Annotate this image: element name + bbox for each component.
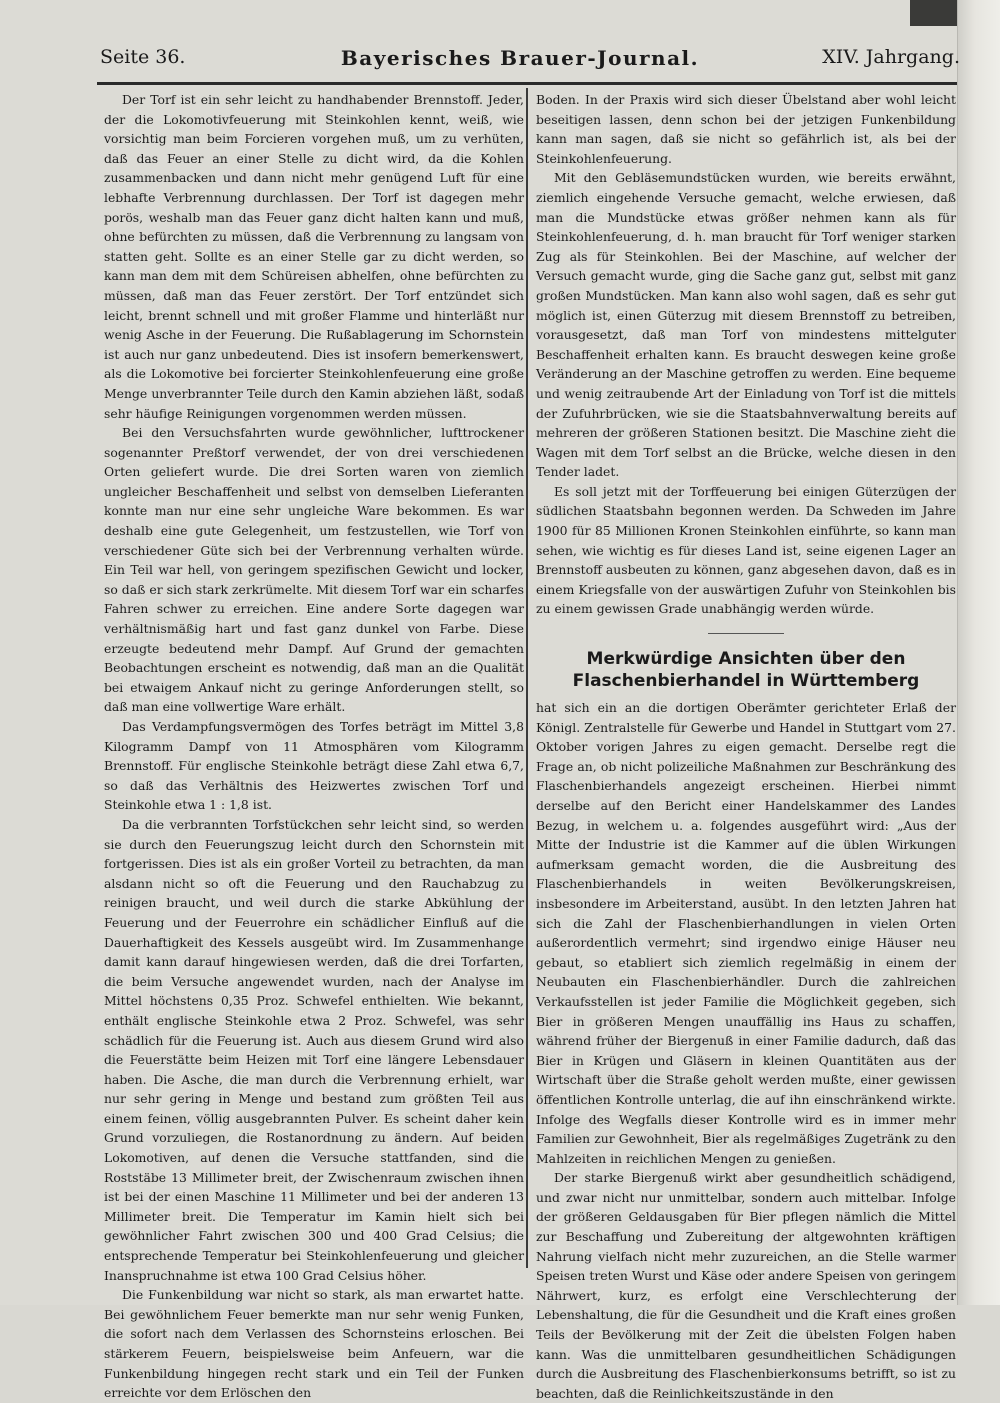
paragraph: Da die verbrannten Torfstückchen sehr leicht sind, so werden sie durch den Feuerungszug leicht durch den Schornstein mit fortgerissen. Dies ist als ein großer Vorteil zu betrachten, da man alsdann nicht so oft die Feuerung und den Rauchabzug zu reinigen braucht, und weil durch die starke Abkühlung der Feuerung und der Feuerrohre ein schädlicher Einfluß auf die Dauerhaftigkeit des Kessels ausgeübt wird. Im Zusammenhange damit kann darauf hingewiesen werden, daß die drei Torfarten, die beim Versuche angewendet wurden, nach der Analyse im Mittel höchstens 0,35 Proz. Schwefel enthielten. Wie bekannt, enthält englische Steinkohle etwa 2 Proz. Schwefel, was sehr schädlich für die Feuerung ist. Auch aus diesem Grund wird also die Feuerstätte beim Heizen mit Torf eine längere Lebensdauer haben. Die Asche, die man durch die Verbrennung erhielt, war nur sehr gering in Menge und bestand zum größten Teil aus einem feinen, völlig ausgebrannten Pulver. Es scheint daher kein Grund vorzuliegen, die Rostanordnung zu ändern. Auf beiden Lokomotiven, auf denen die Versuche stattfanden, sind die Roststäbe 13 Millimeter breit, der Zwischenraum zwischen ihnen ist bei der einen Maschine 11 Millimeter und bei der anderen 13 Millimeter breit. Die Temperatur im Kamin hielt sich bei gewöhnlicher Fahrt zwischen 300 und 400 Grad Celsius; die entsprechende Temperatur bei Steinkohlenfeuerung und gleicher Inanspruchnahme ist etwa 100 Grad Celsius höher. [104,816,524,1283]
paragraph: Es soll jetzt mit der Torffeuerung bei einigen Güterzügen der südlichen Staatsbahn begonnen werden. Da Schweden im Jahre 1900 für 85 Millionen Kronen Steinkohlen einführte, so kann man sehen, wie wichtig es für dieses Land ist, seine eigenen Lager an Brennstoff ausbeuten zu können, ganz abgesehen davon, daß es in einem Kriegsfalle von der auswärtigen Zufuhr von Steinkohlen bis zu einem gewissen Grade unabhängig werden würde. [536,483,956,617]
volume-label: XIV. Jahrgang. [822,46,960,68]
page-header [100,46,960,82]
right-column [536,90,956,1403]
page-number: Seite 36. [100,46,186,68]
journal-title: Bayerisches Brauer-Journal. [340,46,700,70]
column-divider [526,88,528,1268]
paragraph: Die Funkenbildung war nicht so stark, als man erwartet hatte. Bei gewöhnlichem Feuer bemerkte man nur sehr wenig Funken, die sofort nach dem Verlassen des Schornsteins erloschen. Bei stärkerem Feuern, beispielsweise beim Anfeuern, war die Funkenbildung hingegen recht stark und ein Teil der Funken erreichte vor dem Erlöschen den [104,1287,524,1401]
paragraph: Bei den Versuchsfahrten wurde gewöhnlicher, lufttrockener sogenannter Preßtorf verwendet, der von drei verschiedenen Orten geliefert wurde. Die drei Sorten waren von ziemlich ungleicher Beschaffenheit und selbst von demselben Lieferanten konnte man nur eine sehr ungleiche Ware bekommen. Es war deshalb eine gute Gelegenheit, um festzustellen, wie Torf von verschiedener Güte sich bei der Verbrennung verhalten würde. Ein Teil war hell, von geringem spezifischen Gewicht und locker, so daß er sich stark zerkrümelte. Mit diesem Torf war ein scharfes Fahren schwer zu erreichen. Eine andere Sorte dagegen war verhältnismäßig hart und fast ganz dunkel von Farbe. Diese erzeugte bedeutend mehr Dampf. Auf Grund der gemachten Beobachtungen erscheint es notwendig, daß man an die Qualität bei etwaigem Ankauf nicht zu geringe Anforderungen stellt, so daß man eine vollwertige Ware erhält. [104,425,524,715]
paragraph: Der starke Biergenuß wirkt aber gesundheitlich schädigend, und zwar nicht nur unmittelbar, sondern auch mittelbar. Infolge der größeren Geldausgaben für Bier pflegen nämlich die Mittel zur Beschaffung und Zubereitung der altgewohnten kräftigen Nahrung vielfach nicht mehr zuzureichen, an die Stelle warmer Speisen treten Wurst und Käse oder andere Speisen von geringem Nährwert, kurz, es erfolgt eine Verschlechterung der Lebenshaltung, die für die Gesundheit und die Kraft eines großen Teils der Bevölkerung mit der Zeit die übelsten Folgen haben kann. Was die unmittelbaren gesundheitlichen Schädigungen durch die Ausbreitung des Flaschenbierkonsums betrifft, so ist zu beachten, daß die Reinlichkeitszustände in den [536,1170,956,1401]
paragraph: Der Torf ist ein sehr leicht zu handhabender Brennstoff. Jeder, der die Lokomotivfeuerung mit Steinkohlen kennt, weiß, wie vorsichtig man beim Forcieren vorgehen muß, um zu verhüten, daß das Feuer an einer Stelle zu dicht wird, da die Kohlen zusammenbacken und dann nicht mehr genügend Luft für eine lebhafte Verbrennung durchlassen. Der Torf ist dagegen mehr porös, weshalb man das Feuer ganz dicht halten kann und muß, ohne befürchten zu müssen, daß die Verbrennung zu langsam von statten geht. Sollte es an einer Stelle gar zu dicht werden, so kann man dem mit dem Schüreisen abhelfen, ohne befürchten zu müssen, daß man das Feuer zerstört. Der Torf entzündet sich leicht, brennt schnell und mit großer Flamme und hinterläßt nur wenig Asche in der Feuerung. Die Rußablagerung im Schornstein ist auch nur ganz unbedeutend. Dies ist insofern bemerkenswert, als die Lokomotive bei forcierter Steinkohlenfeuerung eine große Menge unverbrannter Teile durch den Kamin abziehen läßt, sodaß sehr häufige Reinigungen vorgenommen werden müssen. [104,92,524,421]
paragraph: hat sich ein an die dortigen Oberämter gerichteter Erlaß der Königl. Zentralstelle für Gewerbe und Handel in Stuttgart vom 27. Oktober vorigen Jahres zu eigen gemacht. Derselbe regt die Frage an, ob nicht polizeiliche Maßnahmen zur Beschränkung des Flaschenbierhandels angezeigt erscheinen. Hierbei nimmt derselbe auf den Bericht einer Handelskammer des Landes Bezug, in welchem u. a. folgendes ausgeführt wird: „Aus der Mitte der Industrie ist die Kammer auf die üblen Wirkungen aufmerksam gemacht worden, die die Ausbreitung des Flaschenbierhandels in weiten Bevölkerungskreisen, insbesondere im Arbeiterstand, ausübt. In den letzten Jahren hat sich die Zahl der Flaschenbierhandlungen in vielen Orten außerordentlich vermehrt; sind irgendwo einige Häuser neu gebaut, so etabliert sich ziemlich regelmäßig in einem der Neubauten ein Flaschenbierhändler. Durch die zahlreichen Verkaufsstellen ist jeder Familie die Möglichkeit gegeben, sich Bier in größeren Mengen unauffällig ins Haus zu schaffen, während früher der Biergenuß in einer Familie dadurch, daß das Bier in Krügen und Gläsern in kleinen Quantitäten aus der Wirtschaft über die Straße geholt werden mußte, einer gewissen öffentlichen Kontrolle unterlag, die auf ihn einschränkend wirkte. Infolge des Wegfalls dieser Kontrolle wird es in immer mehr Familien zur Gewohnheit, Bier als regelmäßiges Zugetränk zu den Mahlzeiten in reichlichen Mengen zu genießen. [536,700,956,1166]
paragraph: Mit den Gebläsemundstücken wurden, wie bereits erwähnt, ziemlich eingehende Versuche gemacht, welche erwiesen, daß man die Mundstücke etwas größer nehmen kann als für Steinkohlenfeuerung, d. h. man braucht für Torf weniger starken Zug als für Steinkohlen. Bei der Maschine, auf welcher der Versuch gemacht wurde, ging die Sache ganz gut, selbst mit ganz großen Mundstücken. Man kann also wohl sagen, daß es sehr gut möglich ist, einen Güterzug mit diesem Brennstoff zu betreiben, vorausgesetzt, daß man Torf von mindestens mittelguter Beschaffenheit erhalten kann. Es braucht deswegen keine große Veränderung an der Maschine getroffen zu werden. Eine bequeme und wenig zeitraubende Art der Einladung von Torf ist die mittels der Zufuhrbrücken, wie sie die Staatsbahnverwaltung bereits auf mehreren der größeren Stationen besitzt. Die Maschine zieht die Wagen mit dem Torf selbst an die Brücke, welche diesen in den Tender ladet. [536,170,956,480]
left-column [104,90,524,1403]
paragraph: Boden. In der Praxis wird sich dieser Übelstand aber wohl leicht beseitigen lassen, denn schon bei der jetzigen Funkenbildung kann man sagen, daß sie nicht so gefährlich ist, als bei der Steinkohlenfeuerung. [536,92,956,166]
header-rule [97,82,957,85]
section-separator [708,633,784,634]
scan-edge-right [957,0,1000,1305]
article-title: Merkwürdige Ansichten über den Flaschenbierhandel in Württemberg [572,649,920,692]
paragraph: Das Verdampfungsvermögen des Torfes beträgt im Mittel 3,8 Kilogramm Dampf von 11 Atmosphären vom Kilogramm Brennstoff. Für englische Steinkohle beträgt diese Zahl etwa 6,7, so daß das Verhältnis des Heizwertes zwischen Torf und Steinkohle etwa 1 : 1,8 ist. [104,719,524,813]
